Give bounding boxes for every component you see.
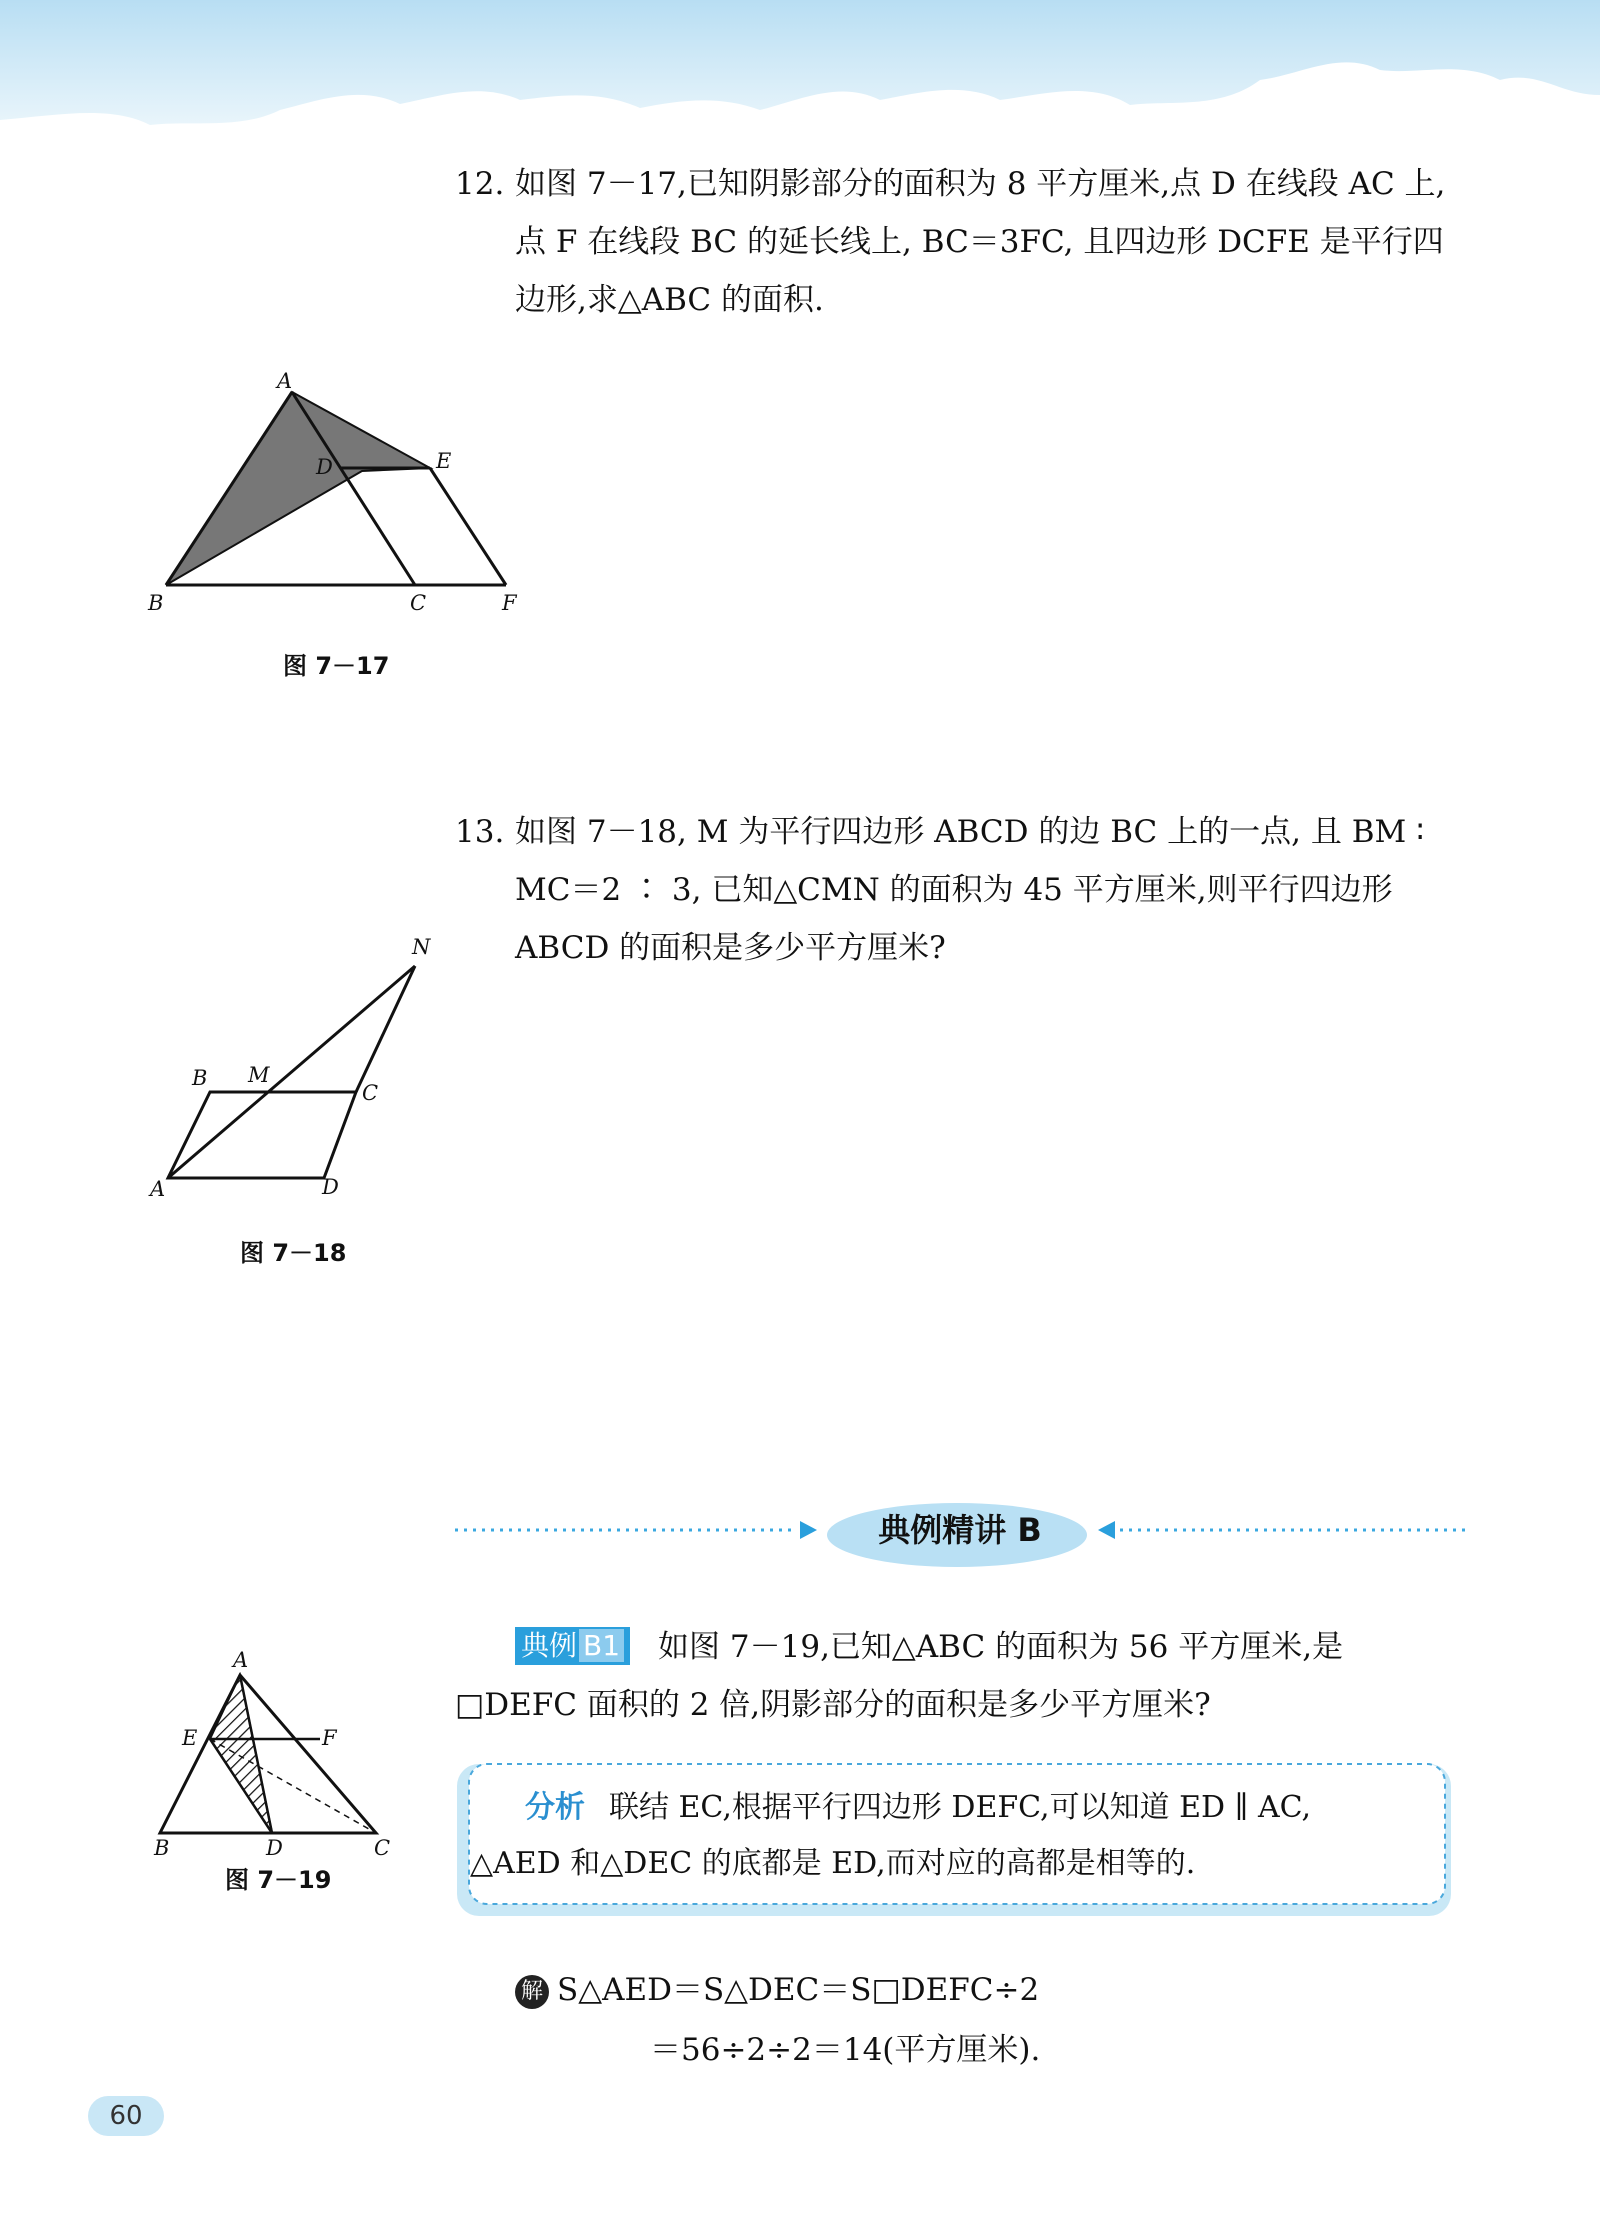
label-b: B bbox=[192, 1066, 208, 1090]
label-b: B bbox=[154, 1836, 170, 1860]
solution-line: S△AED＝S△DEC＝S□DEFC÷2 bbox=[557, 1972, 1040, 2008]
segment-cn bbox=[356, 966, 415, 1092]
analysis-text-line: 联结 EC,根据平行四边形 DEFC,可以知道 ED ∥ AC, bbox=[609, 1790, 1312, 1825]
section-title: 典例精讲 B bbox=[878, 1511, 1042, 1549]
example-text-line: 如图 7－19,已知△ABC 的面积为 56 平方厘米,是 bbox=[658, 1629, 1344, 1665]
label-f: F bbox=[502, 591, 517, 615]
label-a: A bbox=[233, 1648, 249, 1672]
label-d: D bbox=[266, 1836, 283, 1860]
figure-caption: 图 7－17 bbox=[283, 652, 390, 680]
label-c: C bbox=[374, 1836, 391, 1860]
figure-7-19 bbox=[150, 1645, 400, 1860]
label-b: B bbox=[148, 591, 164, 615]
figure-7-17 bbox=[140, 360, 540, 630]
example-badge: 典例 B1 bbox=[515, 1627, 630, 1665]
example-text-line: □DEFC 面积的 2 倍,阴影部分的面积是多少平方厘米? bbox=[455, 1687, 1211, 1723]
header-cloud-decoration bbox=[0, 0, 1600, 170]
label-n: N bbox=[412, 935, 431, 959]
shaded-region bbox=[166, 392, 430, 585]
parallelogram-abcd bbox=[168, 1092, 356, 1178]
figure-7-18 bbox=[140, 930, 460, 1210]
label-d: D bbox=[316, 455, 333, 479]
problem-text-line: 边形,求△ABC 的面积. bbox=[515, 282, 824, 318]
problem-text-line: ABCD 的面积是多少平方厘米? bbox=[515, 930, 946, 966]
label-e: E bbox=[182, 1726, 198, 1750]
example-b1 bbox=[455, 1618, 1465, 1734]
label-d: D bbox=[322, 1175, 339, 1199]
problem-text-line: 点 F 在线段 BC 的延长线上, BC＝3FC, 且四边形 DCFE 是平行四 bbox=[515, 224, 1444, 260]
label-c: C bbox=[362, 1081, 379, 1105]
solution-icon: 解 bbox=[515, 1975, 549, 2009]
problem-number: 12. bbox=[455, 166, 505, 202]
solution-line: ＝56÷2÷2＝14(平方厘米). bbox=[650, 2032, 1041, 2068]
section-header bbox=[455, 1495, 1465, 1575]
segment-ef bbox=[430, 468, 506, 585]
example-line bbox=[515, 1618, 1465, 1676]
problem-number: 13. bbox=[455, 814, 505, 850]
figure-caption: 图 7－19 bbox=[225, 1866, 332, 1894]
solution bbox=[515, 1960, 1040, 2080]
problem-text-line: 如图 7－17,已知阴影部分的面积为 8 平方厘米,点 D 在线段 AC 上, bbox=[515, 166, 1446, 202]
analysis-label: 分析 bbox=[525, 1790, 585, 1825]
label-m: M bbox=[248, 1063, 270, 1087]
label-a: A bbox=[277, 369, 293, 393]
page-number: 60 bbox=[88, 2096, 164, 2136]
label-e: E bbox=[436, 449, 452, 473]
problem-text-line: 如图 7－18, M 为平行四边形 ABCD 的边 BC 上的一点, 且 BM ∶ bbox=[515, 814, 1425, 850]
analysis-text-line: △AED 和△DEC 的底都是 ED,而对应的高都是相等的. bbox=[470, 1846, 1196, 1881]
figure-caption: 图 7－18 bbox=[240, 1239, 347, 1267]
problem-12 bbox=[455, 155, 1465, 329]
label-c: C bbox=[410, 591, 427, 615]
label-a: A bbox=[150, 1177, 166, 1201]
example-badge-number: B1 bbox=[579, 1629, 624, 1662]
label-f: F bbox=[322, 1726, 337, 1750]
problem-13 bbox=[455, 803, 1465, 977]
analysis-box bbox=[455, 1760, 1455, 1920]
problem-text-line: MC＝2 ∶ 3, 已知△CMN 的面积为 45 平方厘米,则平行四边形 bbox=[515, 872, 1393, 908]
